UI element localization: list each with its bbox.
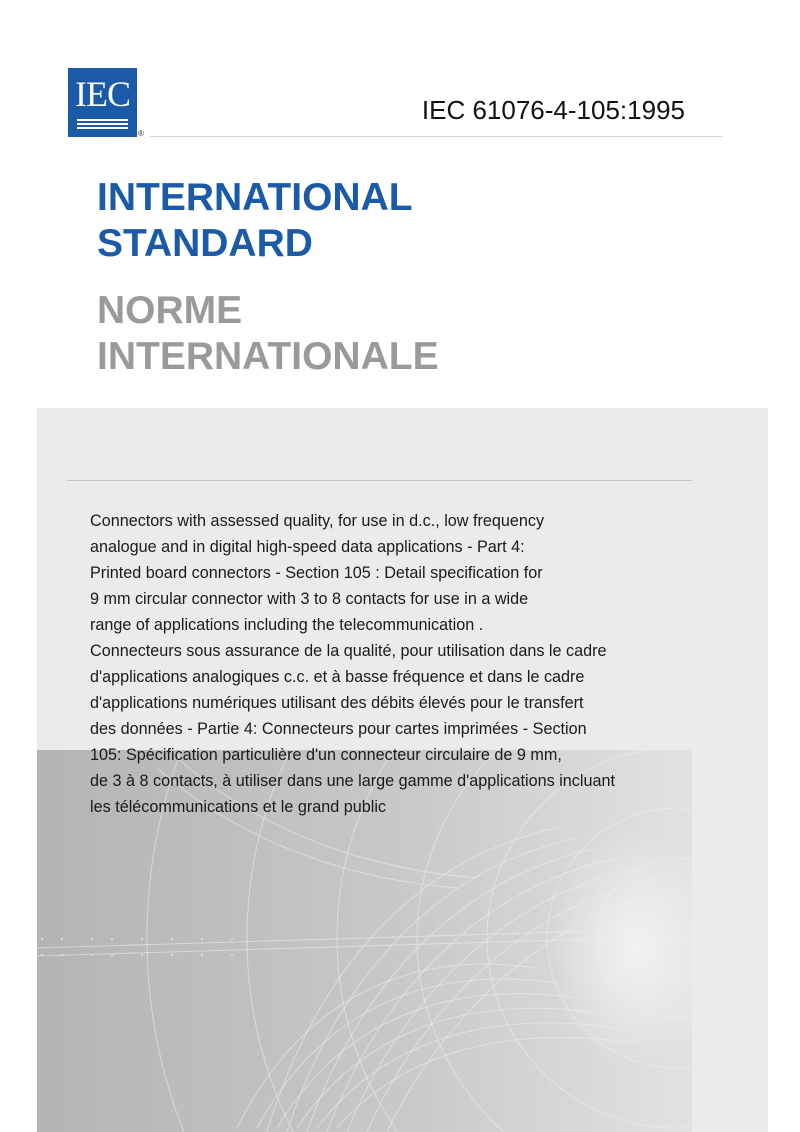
logo-text: IEC xyxy=(75,74,130,114)
title-french-line: NORME xyxy=(97,289,243,332)
description-line: Connecteurs sous assurance de la qualité, pour utilisation dans le cadre xyxy=(90,642,607,660)
title-french-line: INTERNATIONALE xyxy=(97,335,439,378)
cover-panel xyxy=(37,408,768,1132)
description-line: des données - Partie 4: Connecteurs pour cartes imprimées - Section xyxy=(90,720,587,738)
iec-logo xyxy=(68,68,137,137)
description-line: Printed board connectors - Section 105 : Detail specification for xyxy=(90,564,543,582)
title-english-line: STANDARD xyxy=(97,222,313,265)
description-line: d'applications analogiques c.c. et à basse fréquence et dans le cadre xyxy=(90,668,585,686)
title-english xyxy=(97,175,697,267)
standard-number: IEC 61076-4-105:1995 xyxy=(421,95,685,125)
logo-lines xyxy=(77,119,128,131)
description-line: les télécommunications et le grand public xyxy=(90,798,387,816)
description-line: Connectors with assessed quality, for use in d.c., low frequency xyxy=(90,512,545,530)
title-english-line: INTERNATIONAL xyxy=(97,176,413,219)
description-line: 105: Spécification particulière d'un connecteur circulaire de 9 mm, xyxy=(90,746,562,764)
description-line: 9 mm circular connector with 3 to 8 contacts for use in a wide xyxy=(90,590,529,608)
description-line: d'applications numériques utilisant des débits élevés pour le transfert xyxy=(90,694,584,712)
description-line: analogue and in digital high-speed data applications - Part 4: xyxy=(90,538,525,556)
header-divider xyxy=(150,136,723,137)
description-french xyxy=(90,638,615,820)
description-english xyxy=(90,508,544,638)
title-french xyxy=(97,288,697,380)
description-line: range of applications including the telecommunication . xyxy=(90,616,484,634)
panel-divider xyxy=(67,480,692,481)
registered-mark: ® xyxy=(138,129,144,138)
description-line: de 3 à 8 contacts, à utiliser dans une large gamme d'applications incluant xyxy=(90,772,616,790)
